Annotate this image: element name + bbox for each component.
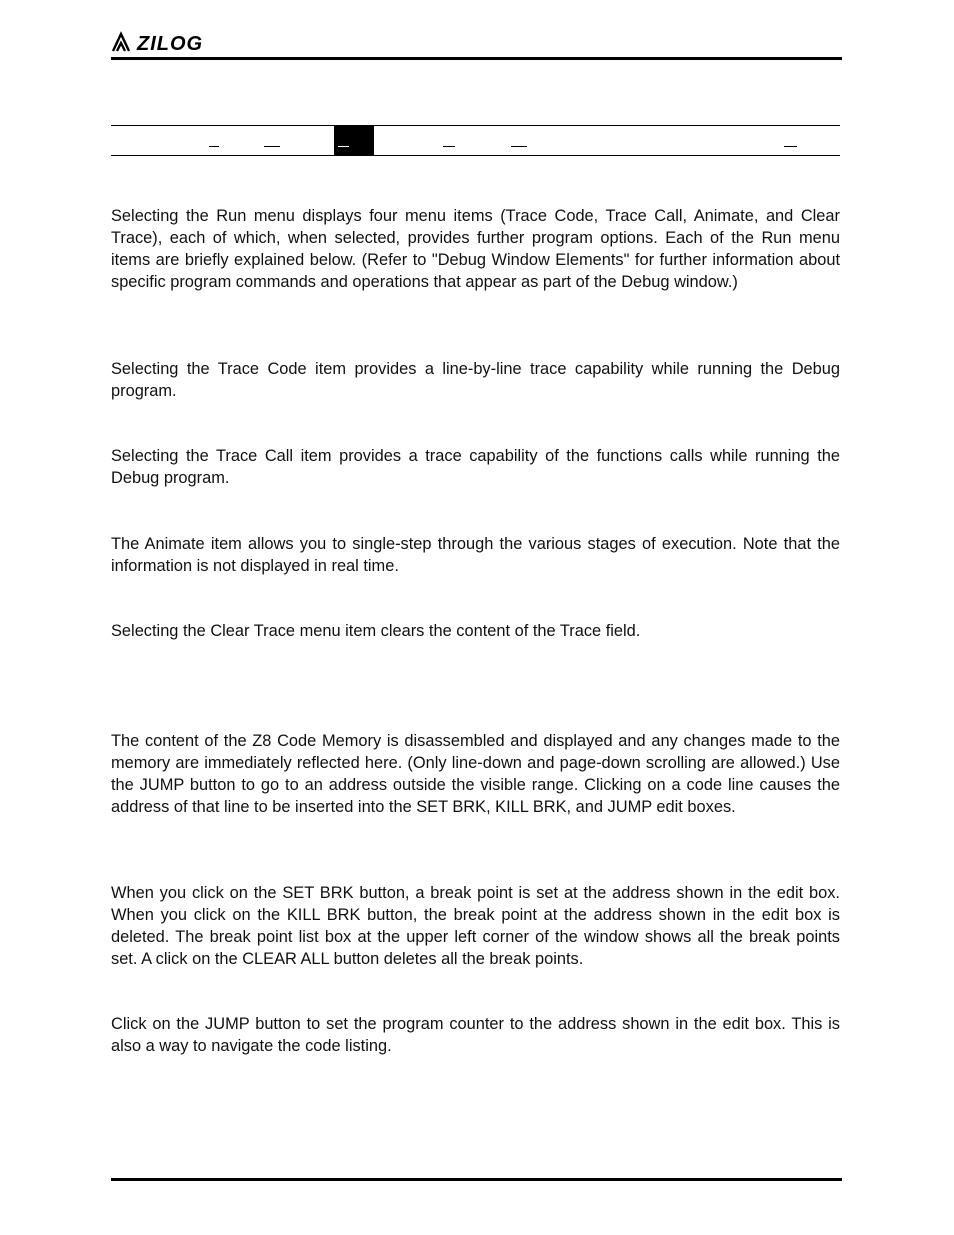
menu-item-accelerator-mark [338, 146, 349, 147]
paragraph-trace-call: Selecting the Trace Call item provides a trace capability of the functions calls while running the Debug program. [111, 447, 840, 487]
menu-item-accelerator-mark [264, 146, 280, 147]
zilog-logo [111, 30, 215, 54]
zilog-emblem-icon [113, 34, 129, 51]
paragraph-jump: Click on the JUMP button to set the program counter to the address shown in the edit box. This is also a way to navigate the code listing. [111, 1015, 840, 1055]
header-rule [111, 57, 842, 60]
footer-rule [111, 1178, 842, 1181]
paragraph-run-menu: Selecting the Run menu displays four menu items (Trace Code, Trace Call, Animate, and Clear Trace), each of which, when selected, provides further program options. Each of the Run menu items are briefly explained below. (Refer to "Debug Window Elements" for further information about specific program commands and operations that appear as part of the Debug window.) [111, 207, 840, 291]
menu-item-accelerator-mark [784, 146, 797, 147]
paragraph-break-points: When you click on the SET BRK button, a break point is set at the address shown in the edit box. When you click on the KILL BRK button, the break point at the address shown in the edit box is deleted. The break point list box at the upper left corner of the window shows all the break points set. A click on the CLEAR ALL button deletes all the break points. [111, 884, 840, 968]
logo-wordmark: ZILOG [137, 33, 204, 54]
menu-bar [111, 125, 840, 156]
menu-item-accelerator-mark [511, 146, 527, 147]
paragraph-clear-trace: Selecting the Clear Trace menu item clears the content of the Trace field. [111, 622, 641, 640]
menu-item-accelerator-mark [209, 146, 219, 147]
paragraph-code-memory: The content of the Z8 Code Memory is disassembled and displayed and any changes made to the memory are immediately reflected here. (Only line-down and page-down scrolling are allowed.) Use the JUMP button to go to an address outside the visible range. Clicking on a code line causes the address of that line to be inserted into the SET BRK, KILL BRK, and JUMP edit boxes. [111, 732, 840, 816]
menu-item-accelerator-mark [443, 146, 455, 147]
menu-item-run-selected[interactable] [334, 125, 374, 156]
paragraph-trace-code: Selecting the Trace Code item provides a line-by-line trace capability while running the Debug program. [111, 360, 840, 400]
paragraph-animate: The Animate item allows you to single-step through the various stages of execution. Note that the information is not displayed in real time. [111, 535, 840, 575]
